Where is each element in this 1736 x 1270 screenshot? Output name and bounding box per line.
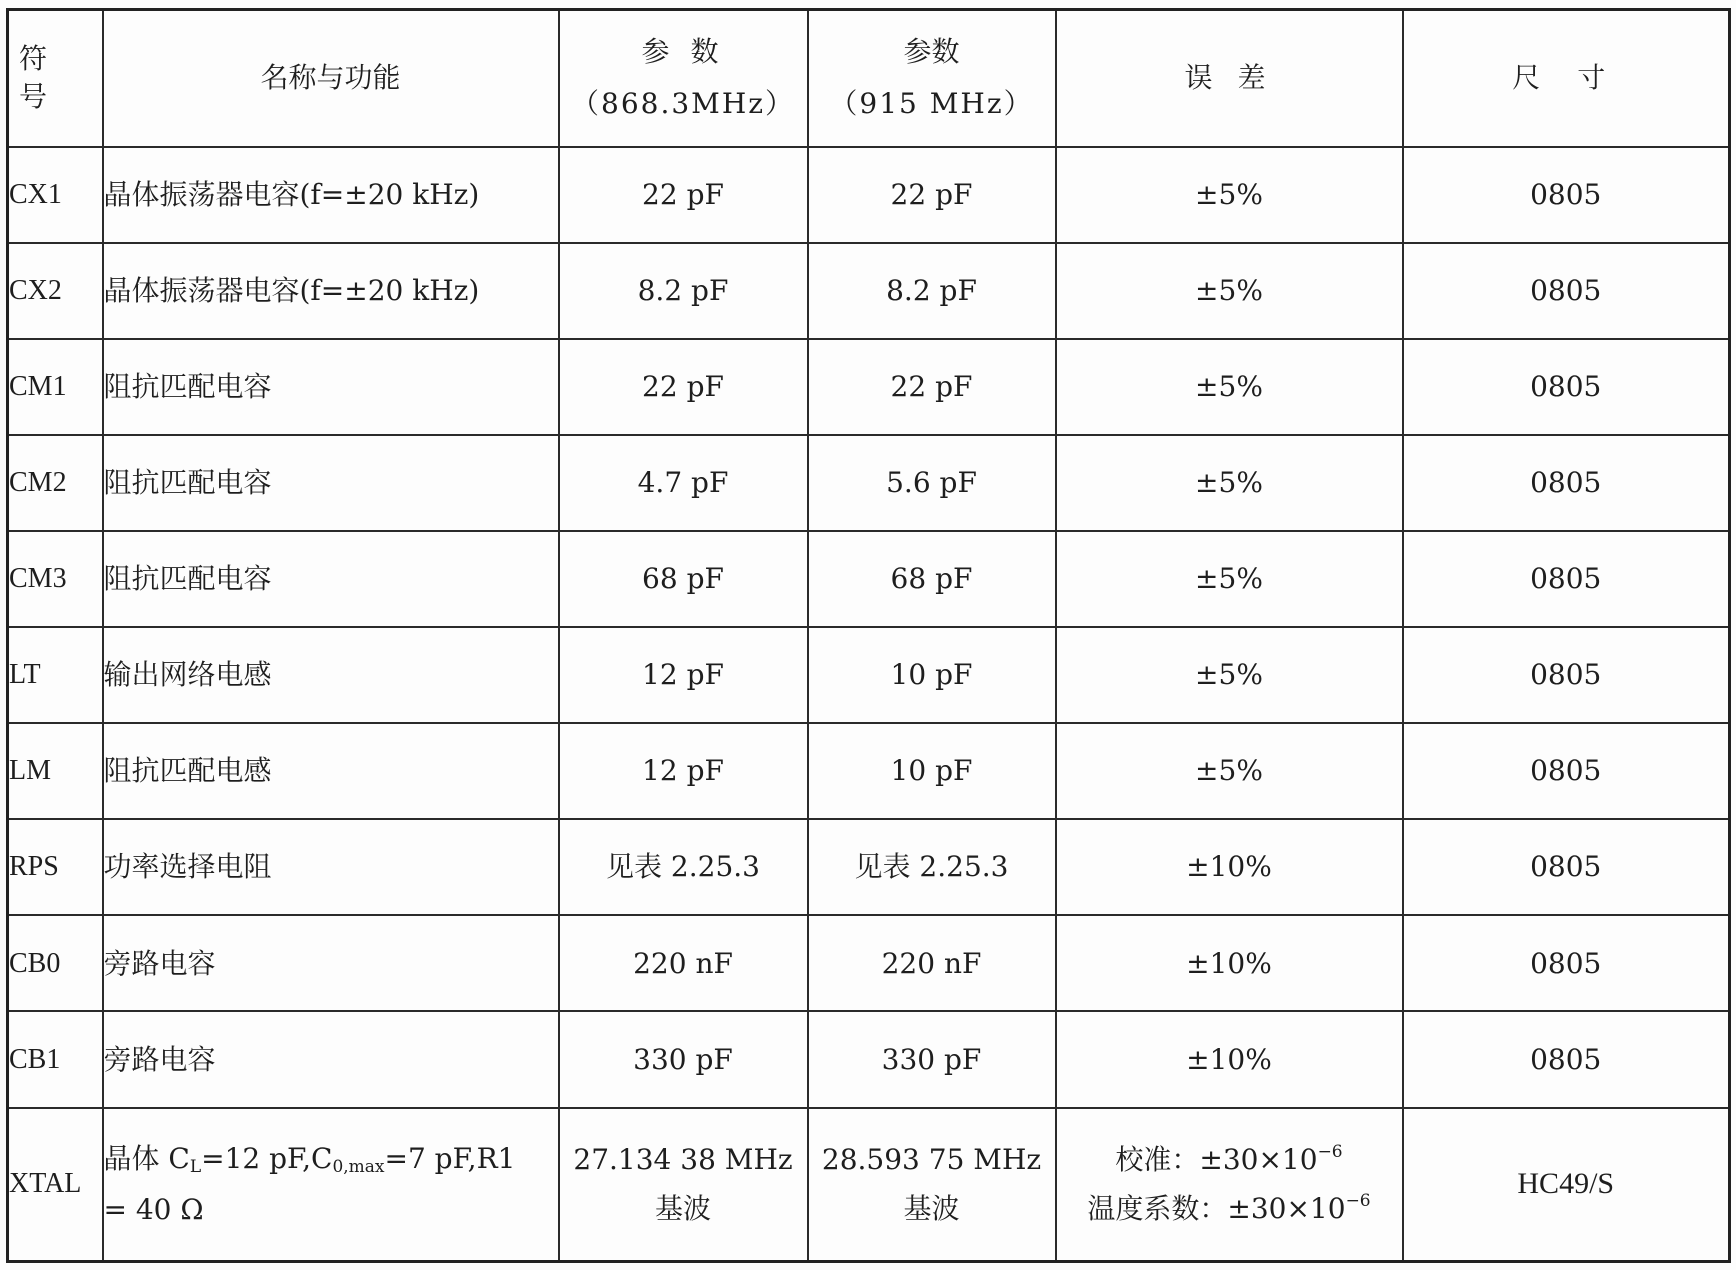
cell-param-915: 8.2 pF (808, 243, 1056, 339)
cell-symbol: CM3 (8, 531, 103, 627)
cell-symbol: CB0 (8, 915, 103, 1011)
table-row (8, 147, 1730, 243)
cell-name: 输出网络电感 (103, 627, 559, 723)
cell-tolerance: ±5% (1056, 339, 1403, 435)
cell-tolerance: ±5% (1056, 531, 1403, 627)
cell-param-915: 10 pF (808, 723, 1056, 819)
cell-symbol: LT (8, 627, 103, 723)
table-row (8, 339, 1730, 435)
xtal-cl-subscript: L (189, 1156, 202, 1177)
table-row (8, 723, 1730, 819)
cell-name: 晶体振荡器电容(f=±20 kHz) (103, 147, 559, 243)
cell-size: 0805 (1403, 915, 1730, 1011)
cell-symbol: CB1 (8, 1011, 103, 1107)
cell-name: 阻抗匹配电容 (103, 531, 559, 627)
cell-name: 晶体振荡器电容(f=±20 kHz) (103, 243, 559, 339)
xtal-tol-exponent-2: −6 (1345, 1191, 1371, 1212)
cell-tolerance: ±5% (1056, 627, 1403, 723)
cell-param-868: 27.134 38 MHz 基波 (559, 1108, 808, 1262)
cell-name: 阻抗匹配电容 (103, 339, 559, 435)
table-row (8, 915, 1730, 1011)
cell-param-915: 见表 2.25.3 (808, 819, 1056, 915)
header-name: 名称与功能 (103, 10, 559, 147)
cell-tolerance: ±10% (1056, 1011, 1403, 1107)
cell-size: 0805 (1403, 819, 1730, 915)
cell-tolerance: ±10% (1056, 819, 1403, 915)
xtal-tol-exponent-1: −6 (1317, 1141, 1343, 1162)
cell-size: 0805 (1403, 147, 1730, 243)
cell-param-915: 5.6 pF (808, 435, 1056, 531)
table-row (8, 627, 1730, 723)
component-spec-table (6, 8, 1731, 1263)
cell-size: 0805 (1403, 627, 1730, 723)
cell-name: 阻抗匹配电感 (103, 723, 559, 819)
cell-size: 0805 (1403, 723, 1730, 819)
cell-param-868: 见表 2.25.3 (559, 819, 808, 915)
header-param-868: 参 数 （868.3MHz） (559, 10, 808, 147)
cell-size: 0805 (1403, 1011, 1730, 1107)
cell-tolerance: ±5% (1056, 723, 1403, 819)
cell-name: 旁路电容 (103, 1011, 559, 1107)
cell-param-915: 10 pF (808, 627, 1056, 723)
cell-param-868: 8.2 pF (559, 243, 808, 339)
cell-size: 0805 (1403, 243, 1730, 339)
header-symbol: 符 号 (8, 10, 103, 147)
cell-param-868: 22 pF (559, 147, 808, 243)
cell-param-868: 330 pF (559, 1011, 808, 1107)
cell-name: 旁路电容 (103, 915, 559, 1011)
cell-name: 阻抗匹配电容 (103, 435, 559, 531)
xtal-name-mid2: =7 pF,R1 (384, 1141, 516, 1175)
cell-symbol: CX1 (8, 147, 103, 243)
cell-param-915: 22 pF (808, 339, 1056, 435)
cell-param-868: 12 pF (559, 627, 808, 723)
table-row (8, 1011, 1730, 1107)
xtal-name-prefix: 晶体 C (103, 1141, 190, 1175)
cell-param-868: 12 pF (559, 723, 808, 819)
cell-param-868: 4.7 pF (559, 435, 808, 531)
table-body (8, 147, 1730, 1262)
header-tolerance: 误 差 (1056, 10, 1403, 147)
cell-size: HC49/S (1403, 1108, 1730, 1262)
cell-param-868: 22 pF (559, 339, 808, 435)
cell-param-915: 28.593 75 MHz 基波 (808, 1108, 1056, 1262)
cell-tolerance: ±5% (1056, 147, 1403, 243)
cell-param-868: 68 pF (559, 531, 808, 627)
table-row (8, 435, 1730, 531)
cell-param-915: 330 pF (808, 1011, 1056, 1107)
cell-size: 0805 (1403, 435, 1730, 531)
cell-name (103, 1108, 559, 1262)
xtal-name-mid1: =12 pF,C (201, 1141, 333, 1175)
cell-size: 0805 (1403, 339, 1730, 435)
table-row (8, 531, 1730, 627)
table-row (8, 819, 1730, 915)
xtal-c0-subscript: 0,max (332, 1156, 385, 1177)
header-param-915: 参数 （915 MHz） (808, 10, 1056, 147)
cell-symbol: CM2 (8, 435, 103, 531)
header-row (8, 10, 1730, 147)
xtal-name-line2: = 40 Ω (103, 1192, 204, 1226)
cell-size: 0805 (1403, 531, 1730, 627)
cell-symbol: LM (8, 723, 103, 819)
cell-symbol: CX2 (8, 243, 103, 339)
table-row (8, 243, 1730, 339)
cell-tolerance: ±5% (1056, 435, 1403, 531)
cell-param-915: 220 nF (808, 915, 1056, 1011)
cell-param-915: 68 pF (808, 531, 1056, 627)
cell-tolerance: ±10% (1056, 915, 1403, 1011)
cell-symbol: XTAL (8, 1108, 103, 1262)
cell-symbol: RPS (8, 819, 103, 915)
cell-param-915: 22 pF (808, 147, 1056, 243)
cell-tolerance: ±5% (1056, 243, 1403, 339)
cell-tolerance: 校准：$\pm 30\times 10^{-6}$ 温度系数：$\pm 30\times 10^{-6}$ (1056, 1108, 1403, 1262)
header-size: 尺 寸 (1403, 10, 1730, 147)
cell-name: 功率选择电阻 (103, 819, 559, 915)
table-row-xtal (8, 1108, 1730, 1262)
cell-symbol: CM1 (8, 339, 103, 435)
cell-param-868: 220 nF (559, 915, 808, 1011)
